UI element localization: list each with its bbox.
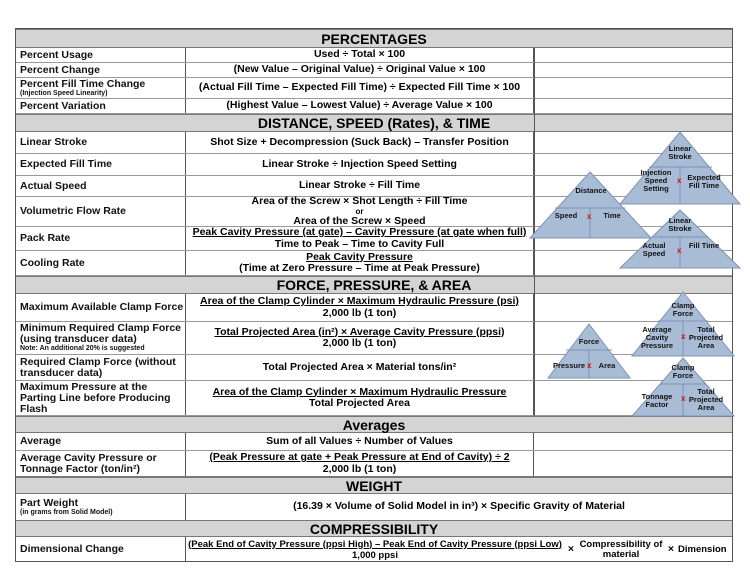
- triangle-stroke: [618, 208, 742, 270]
- formula-numerator: Area of the Clamp Cylinder × Maximum Hydraulic Pressure: [212, 385, 507, 398]
- row-percent-fill-time-change: [16, 78, 732, 99]
- formula-numerator: Peak Cavity Pressure (at gate) – Cavity Pressure (at gate when full): [192, 226, 527, 238]
- triangle-right-label: Total Projected Area: [688, 325, 724, 350]
- dimension-factor: Dimension: [678, 543, 727, 555]
- label-text: Percent Usage: [20, 48, 93, 61]
- section-title: PERCENTAGES: [321, 31, 427, 47]
- row-formula: [186, 322, 534, 354]
- formula-numerator: Peak Cavity Pressure: [306, 250, 413, 263]
- section-header-compressibility: [16, 520, 732, 537]
- formula-denominator: 2,000 lb (1 ton): [322, 462, 397, 475]
- times-sign: ×: [567, 542, 575, 555]
- row-label: [16, 227, 186, 250]
- row-max-pressure-parting-line: [16, 381, 732, 416]
- row-label: [16, 537, 186, 562]
- section-header-percentages: [16, 29, 732, 48]
- label-note: Note: An additional 20% is suggested: [20, 345, 145, 352]
- triangle-left-label: Pressure: [552, 361, 586, 370]
- label-text: Average Cavity Pressure or Tonnage Factor (ton/in²): [20, 451, 157, 475]
- times-sign: ×: [667, 542, 675, 555]
- row-label: [16, 294, 186, 321]
- label-text: Part Weight: [20, 496, 79, 509]
- section-title: WEIGHT: [346, 478, 402, 494]
- formula-denominator: 2,000 lb (1 ton): [322, 337, 397, 349]
- row-formula: [186, 294, 534, 321]
- row-average-cavity-pressure: [16, 451, 732, 477]
- triangle-force: [546, 322, 632, 380]
- formula-text: (New Value – Original Value) ÷ Original Value × 100: [233, 63, 486, 76]
- section-header-force: [16, 276, 732, 294]
- triangle-operator: x: [677, 246, 682, 255]
- row-label: [16, 433, 186, 450]
- label-text: Percent Fill Time Change: [20, 77, 146, 90]
- row-formula: [186, 451, 534, 476]
- label-text: Expected Fill Time: [20, 158, 113, 170]
- label-text: Average: [20, 435, 62, 447]
- compressibility-fraction: [186, 539, 564, 561]
- triangle-shape: [618, 130, 742, 206]
- row-formula: [186, 48, 534, 62]
- row-label: [16, 381, 186, 415]
- formula-text: Linear Stroke ÷ Injection Speed Setting: [262, 157, 457, 170]
- row-formula: [186, 176, 534, 196]
- row-label: [16, 451, 186, 476]
- formula-denominator: Total Projected Area: [309, 397, 410, 409]
- label-text: Maximum Available Clamp Force: [20, 301, 184, 313]
- formula-line: Area of the Screw × Speed: [293, 214, 426, 227]
- triangle-top-label: Distance: [575, 186, 607, 195]
- row-formula: [186, 381, 534, 415]
- formula-text: (Actual Fill Time – Expected Fill Time) ÷ Expected Fill Time × 100: [198, 81, 521, 94]
- triangle-top-label: Linear Stroke: [668, 144, 692, 161]
- or-word: or: [355, 206, 364, 216]
- formula-line: Area of the Screw × Shot Length ÷ Fill Time: [251, 195, 468, 207]
- triangle-right-label: Fill Time: [688, 241, 720, 250]
- formula-numerator: Area of the Clamp Cylinder × Maximum Hydraulic Pressure (psi): [200, 295, 519, 307]
- section-title: FORCE, PRESSURE, & AREA: [276, 277, 472, 293]
- row-formula: [186, 227, 534, 250]
- triangle-operator: x: [587, 361, 592, 370]
- formula-text: (16.39 × Volume of Solid Model in in³) × Specific Gravity of Material: [293, 500, 625, 513]
- row-label: [16, 63, 186, 77]
- triangle-left-label: Tonnage Factor: [641, 392, 673, 409]
- row-formula: [186, 355, 534, 380]
- formula-denominator: 1,000 ppsi: [352, 549, 398, 561]
- row-formula: [186, 197, 534, 226]
- formula-denominator: 2,000 lb (1 ton): [322, 306, 397, 319]
- row-percent-change: [16, 63, 732, 78]
- row-formula: [186, 154, 534, 175]
- triangle-fill-time: [618, 130, 742, 206]
- label-text: Linear Stroke: [20, 136, 88, 148]
- row-label: [16, 494, 186, 520]
- row-formula: [186, 494, 732, 520]
- formula-text: (Highest Value – Lowest Value) ÷ Average Value × 100: [226, 99, 493, 112]
- row-label: [16, 48, 186, 62]
- label-text: Percent Variation: [20, 99, 106, 112]
- row-label: [16, 154, 186, 175]
- label-note: (Injection Speed Linearity): [20, 89, 108, 97]
- row-formula: [186, 78, 534, 98]
- label-text: Pack Rate: [20, 232, 71, 244]
- triangle-left-label: Average Cavity Pressure: [640, 325, 674, 350]
- row-label: [16, 132, 186, 153]
- row-formula: [186, 433, 534, 450]
- triangle-left-label: Injection Speed Setting: [640, 168, 672, 193]
- row-formula: [186, 132, 534, 153]
- label-text: Maximum Pressure at the Parting Line before Producing Flash: [20, 380, 171, 415]
- triangle-clamp-tonnage: [630, 356, 736, 418]
- triangle-top-label: Force: [578, 337, 600, 346]
- triangle-right-label: Time: [603, 211, 621, 220]
- label-text: Percent Change: [20, 63, 100, 76]
- formula-text: Linear Stroke ÷ Fill Time: [298, 179, 421, 192]
- row-label: [16, 78, 186, 98]
- row-dimensional-change: [16, 537, 732, 562]
- triangle-top-label: Clamp Force: [671, 363, 695, 380]
- label-text: Required Clamp Force (without transducer data): [20, 355, 176, 379]
- section-title: Averages: [342, 417, 406, 433]
- formula-text: Shot Size + Decompression (Suck Back) – Transfer Position: [210, 135, 509, 148]
- row-formula: [186, 537, 732, 562]
- row-label: [16, 197, 186, 226]
- row-label: [16, 355, 186, 380]
- section-title: COMPRESSIBILITY: [309, 521, 439, 537]
- row-part-weight: [16, 494, 732, 520]
- triangle-operator: x: [681, 394, 686, 403]
- label-text: Actual Speed: [20, 179, 87, 192]
- formula-numerator: Total Projected Area (in²) × Average Cavity Pressure (ppsi): [214, 325, 505, 338]
- label-text: Cooling Rate: [20, 256, 85, 269]
- formula-sheet: [15, 28, 733, 562]
- formula-numerator: (Peak Pressure at gate + Peak Pressure at End of Cavity) ÷ 2: [209, 451, 510, 463]
- formula-text: Used ÷ Total × 100: [313, 48, 406, 61]
- formula-denominator: (Time at Zero Pressure – Time at Peak Pressure): [239, 262, 480, 274]
- section-header-weight: [16, 477, 732, 494]
- row-formula: [186, 99, 534, 113]
- row-label: [16, 322, 186, 354]
- formula-denominator: Time to Peak – Time to Cavity Full: [274, 237, 445, 250]
- formula-numerator: (Peak End of Cavity Pressure (ppsi High) – Peak End of Cavity Pressure (ppsi Low): [188, 538, 562, 550]
- triangle-operator: x: [681, 332, 686, 341]
- row-max-clamp-force: [16, 294, 732, 322]
- triangle-left-label: Actual Speed: [642, 241, 666, 258]
- formula-text: Sum of all Values ÷ Number of Values: [266, 434, 453, 447]
- triangle-top-label: Linear Stroke: [668, 216, 692, 233]
- triangle-operator: x: [677, 176, 682, 185]
- triangle-right-label: Total Projected Area: [688, 387, 724, 412]
- row-label: [16, 99, 186, 113]
- row-percent-variation: [16, 99, 732, 114]
- formula-text: Total Projected Area × Material tons/in²: [262, 360, 457, 373]
- triangle-clamp-cavity: [630, 290, 736, 358]
- triangle-operator: x: [587, 212, 592, 221]
- triangle-top-label: Clamp Force: [671, 301, 695, 318]
- triangle-right-label: Area: [598, 361, 616, 370]
- row-percent-usage: [16, 48, 732, 63]
- triangle-left-label: Speed: [554, 211, 578, 220]
- row-label: [16, 176, 186, 196]
- row-label: [16, 251, 186, 275]
- section-header-averages: [16, 416, 732, 433]
- section-title: DISTANCE, SPEED (Rates), & TIME: [257, 115, 491, 131]
- triangle-right-label: Expected Fill Time: [687, 173, 721, 190]
- row-formula: [186, 251, 534, 275]
- label-text: Volumetric Flow Rate: [20, 205, 126, 217]
- label-text: Dimensional Change: [20, 543, 124, 555]
- triangle-shape: [546, 322, 632, 380]
- label-note: (in grams from Solid Model): [20, 508, 113, 516]
- label-text: Minimum Required Clamp Force (using transducer data): [20, 322, 182, 345]
- row-average: [16, 433, 732, 451]
- compressibility-factor: Compressibility of material: [579, 538, 663, 560]
- row-formula: [186, 63, 534, 77]
